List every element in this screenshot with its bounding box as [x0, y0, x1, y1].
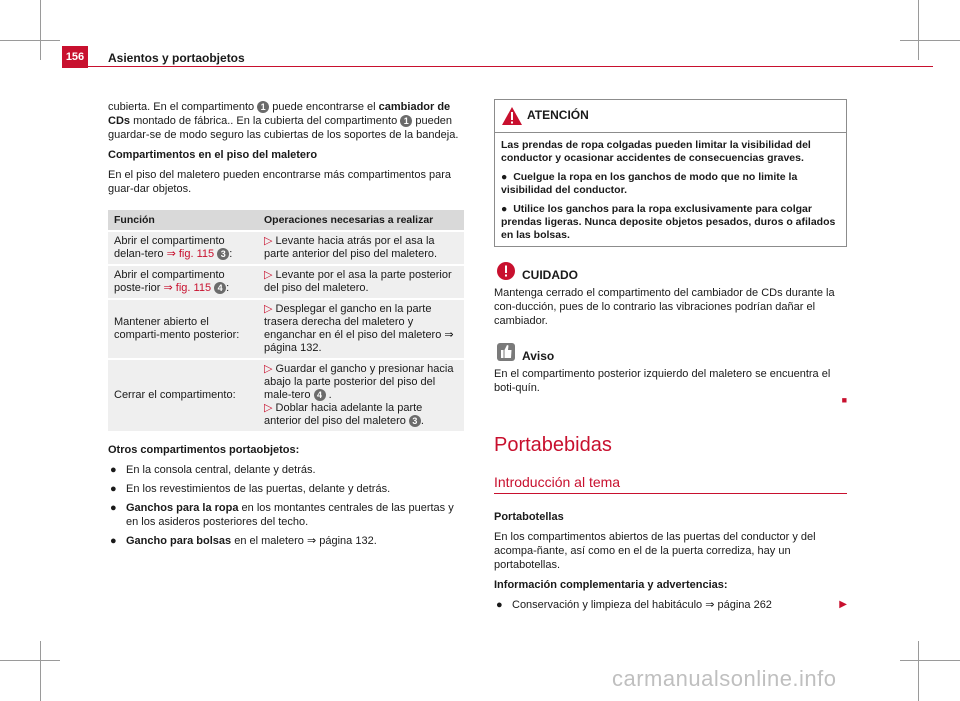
right-column — [494, 99, 847, 612]
caution-text: Mantenga cerrado el compartimento del cambiador de CDs durante la con-ducción, pues de lo contrario las vibraciones podrían dañar el cambiador. — [494, 287, 835, 327]
crop-mark — [40, 641, 41, 701]
caution-title: CUIDADO — [522, 268, 578, 282]
subsection-rule — [494, 493, 847, 494]
page-number: 156 — [62, 46, 88, 68]
list-item: ● Ganchos para la ropa en los montantes centrales de las puertas y en los asideros posteriores del techo. — [110, 502, 454, 528]
crop-mark — [918, 641, 919, 701]
table-row: Cerrar el compartimento: ▷ Guardar el gancho y presionar hacia abajo la parte posterior del piso del male-tero 4 . ▷ Doblar hacia adelante la parte anterior del piso del maletero 3 . — [108, 360, 464, 431]
warning-icon — [501, 106, 523, 130]
info-link[interactable]: Conservación y limpieza del habitáculo ⇒ página 262 — [512, 599, 772, 611]
floor-heading: Compartimentos en el piso del maletero — [108, 149, 318, 161]
floor-text: En el piso del maletero pueden encontrarse más compartimentos para guar-dar objetos. — [108, 169, 452, 195]
caution-block — [494, 261, 847, 328]
badge: 1 — [400, 115, 412, 127]
info-heading: Información complementaria y advertencias: — [494, 579, 728, 591]
section-title: Portabebidas — [494, 434, 612, 456]
crop-mark — [900, 40, 960, 41]
table-header: Operaciones necesarias a realizar — [258, 210, 464, 230]
bottle-heading: Portabotellas — [494, 511, 564, 523]
figure-link[interactable]: ⇒ fig. 115 — [166, 248, 215, 260]
left-column — [108, 100, 464, 553]
notice-block — [494, 342, 847, 405]
crop-mark — [918, 0, 919, 60]
subsection-title: Introducción al tema — [494, 474, 621, 490]
warning-title: ATENCIÓN — [527, 108, 589, 122]
header-rule — [88, 66, 933, 67]
others-list — [108, 463, 464, 548]
table-row: Abrir el compartimento delan-tero ⇒ fig. 115 3 : ▷ Levante hacia atrás por el asa la parte anterior del piso del maletero. — [108, 232, 464, 264]
intro-paragraph: cubierta. En el compartimento 1 puede encontrarse el cambiador de CDs montado de fábrica.. En la cubierta del compartimento 1 pueden guardar-se de modo seguro las cubiertas de los soportes de la bandeja. — [108, 101, 459, 141]
table-header: Función — [108, 210, 258, 230]
crop-mark — [0, 40, 60, 41]
figure-link[interactable]: ⇒ fig. 115 — [163, 282, 212, 294]
table-row: Mantener abierto el comparti-mento posterior: ▷ Desplegar el gancho en la parte trasera derecha del maletero y enganchar en él el piso del maletero ⇒ página 132. — [108, 300, 464, 358]
crop-mark — [0, 660, 60, 661]
warning-lead: Las prendas de ropa colgadas pueden limitar la visibilidad del conductor y ocasionar accidentes de consecuencias graves. — [501, 139, 811, 164]
crop-mark — [40, 0, 41, 60]
list-item: ● En la consola central, delante y detrás. — [110, 464, 316, 476]
warning-item: ● Cuelgue la ropa en los ganchos de modo que no limite la visibilidad del conductor. — [501, 171, 798, 196]
badge: 1 — [257, 101, 269, 113]
list-item: ● Gancho para bolsas en el maletero ⇒ página 132. — [110, 535, 377, 547]
warning-item: ● Utilice los ganchos para la ropa exclusivamente para colgar prendas ligeras. Nunca deposite objetos pesados, duros o afilados en las bolsas. — [501, 203, 836, 241]
notice-icon — [496, 342, 516, 366]
end-marker: ■ — [841, 395, 847, 405]
others-heading: Otros compartimentos portaobjetos: — [108, 444, 300, 456]
function-table — [108, 208, 464, 433]
bottle-text: En los compartimentos abiertos de las puertas del conductor y del acompa-ñante, así como en el de la puerta corrediza, hay un portabotellas. — [494, 531, 816, 571]
table-row: Abrir el compartimento poste-rior ⇒ fig. 115 4 : ▷ Levante por el asa la parte posterior del piso del maletero. — [108, 266, 464, 298]
continue-marker: ▶ — [839, 599, 847, 610]
caution-icon — [496, 261, 516, 285]
watermark: carmanualsonline.info — [612, 666, 837, 691]
info-item: ● Conservación y limpieza del habitáculo ⇒ página 262 ▶ — [496, 599, 847, 611]
warning-box — [494, 99, 847, 247]
notice-title: Aviso — [522, 349, 555, 363]
list-item: ● En los revestimientos de las puertas, delante y detrás. — [110, 483, 391, 495]
page-title: Asientos y portaobjetos — [108, 51, 245, 65]
notice-text: En el compartimento posterior izquierdo del maletero se encuentra el boti-quín. — [494, 368, 831, 394]
crop-mark — [900, 660, 960, 661]
